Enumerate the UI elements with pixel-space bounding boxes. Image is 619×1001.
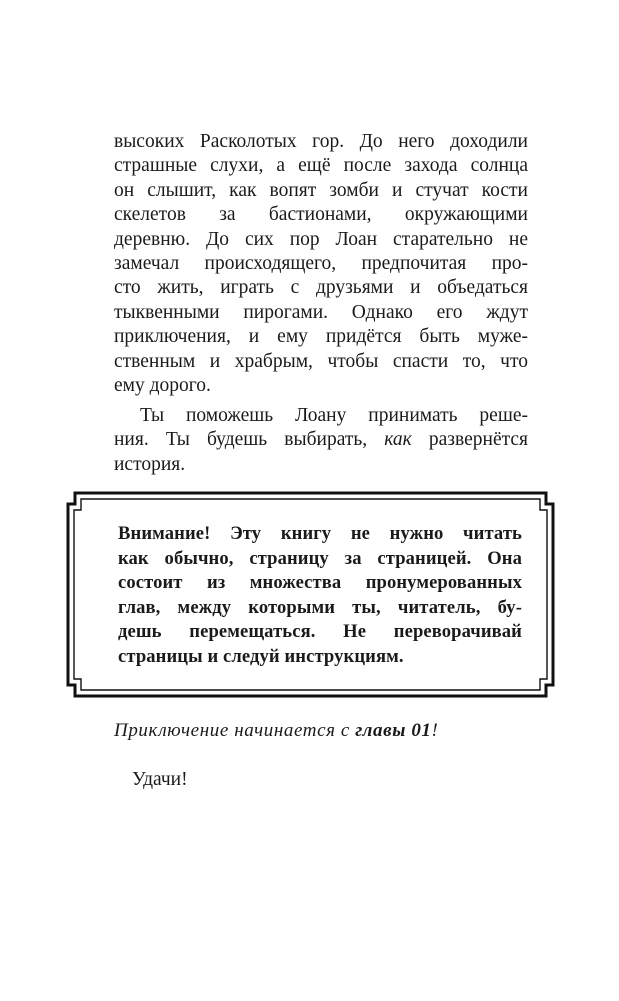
story-paragraph-2 (114, 404, 528, 477)
text-fragment: ния. Ты будешь выбирать, (114, 429, 385, 451)
notice-line: страницы и следуй инструкциям. (118, 645, 404, 667)
notice-line: Внимание! Эту книгу не нужно читать (118, 523, 522, 544)
text-line: замечал происходящего, предпочитая про- (114, 253, 528, 275)
good-luck-text: Удачи! (132, 769, 188, 790)
text-line: ему дорого. (114, 375, 211, 397)
adventure-start-line (114, 720, 438, 742)
start-suffix: ! (431, 720, 439, 741)
notice-text (118, 522, 522, 670)
text-line: приключения, и ему придётся быть муже- (114, 326, 528, 348)
notice-line: состоит из множества пронумерованных (118, 572, 522, 594)
emphasis-word: как (384, 429, 412, 451)
warning-notice-box (65, 490, 556, 699)
start-prefix: Приключение начинается с (114, 720, 356, 741)
notice-line: глав, между которыми ты, читатель, бу- (118, 596, 522, 618)
notice-line: дешь перемещаться. Не переворачивай (118, 621, 522, 643)
text-line: страшные слухи, а ещё после захода солнца (114, 155, 528, 177)
text-line: тыквенными пирогами. Однако его ждут (114, 301, 528, 323)
text-line: Ты поможешь Лоану принимать реше- (140, 405, 528, 426)
text-line: деревню. До сих пор Лоан старательно не (114, 228, 528, 250)
text-line: он слышит, как вопят зомби и стучат кости (114, 179, 528, 201)
story-paragraph-1 (114, 130, 528, 398)
text-fragment: развернётся (411, 429, 528, 451)
notice-line: как обычно, страницу за страницей. Она (118, 547, 522, 569)
text-line: ственным и храбрым, чтобы спасти то, что (114, 350, 528, 372)
text-line: высоких Расколотых гор. До него доходили (114, 131, 528, 152)
text-line (114, 428, 528, 452)
start-chapter: главы 01 (355, 720, 432, 741)
text-line: сто жить, играть с друзьями и объедаться (114, 277, 528, 299)
text-line: история. (114, 453, 186, 475)
text-line: скелетов за бастионами, окружающими (114, 204, 528, 226)
